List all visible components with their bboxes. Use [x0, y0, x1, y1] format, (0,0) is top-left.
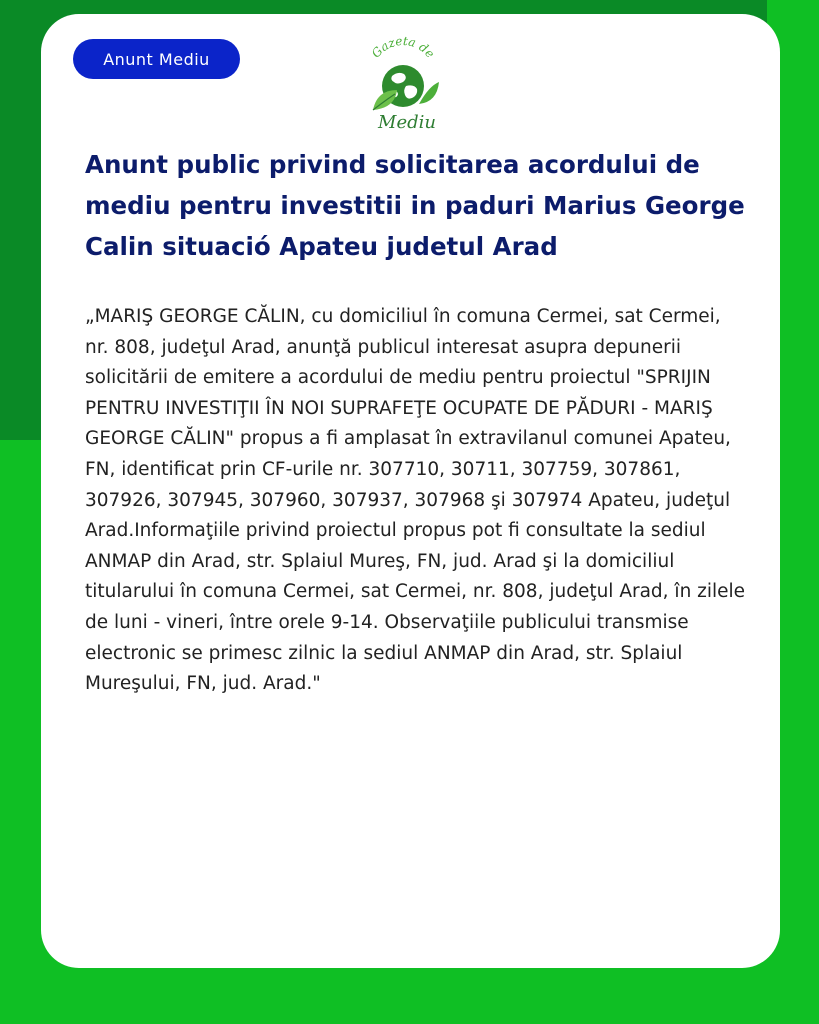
announcement-card	[41, 14, 780, 968]
category-badge[interactable]: Anunt Mediu	[73, 39, 240, 79]
announcement-title: Anunt public privind solicitarea acordului de mediu pentru investitii in paduri Marius George Calin situació Apateu judetul Arad	[85, 150, 745, 261]
svg-text:Mediu: Mediu	[378, 112, 436, 132]
gazeta-de-mediu-logo	[359, 36, 447, 132]
announcement-body: „MARIŞ GEORGE CĂLIN, cu domiciliul în comuna Cermei, sat Cermei, nr. 808, judeţul Arad, anunţă publicul interesat asupra depunerii solicitării de emitere a acordului de mediu pentru proiectul "SPRIJIN PENTRU INVESTIŢII ÎN NOI SUPRAFEŢE OCUPATE DE PĂDURI - MARIŞ GEORGE CĂLIN" propus a fi amplasat în extravilanul comunei Apateu, FN, identificat prin CF-urile nr. 307710, 30711, 307759, 307861, 307926, 307945, 307960, 307937, 307968 şi 307974 Apateu, judeţul Arad.Informaţiile privind proiectul propus pot fi consultate la sediul ANMAP din Arad, str. Splaiul Mureş, FN, jud. Arad şi la domiciliul titularului în comuna Cermei, sat Cermei, nr. 808, judeţul Arad, în zilele de luni - vineri, între orele 9-14. Observaţiile publicului transmise electronic se primesc zilnic la sediul ANMAP din Arad, str. Splaiul Mureşului, FN, jud. Arad."	[85, 306, 746, 695]
svg-text:Gazeta de: Gazeta de	[368, 36, 438, 61]
globe-leaf-logo-icon	[359, 36, 447, 132]
